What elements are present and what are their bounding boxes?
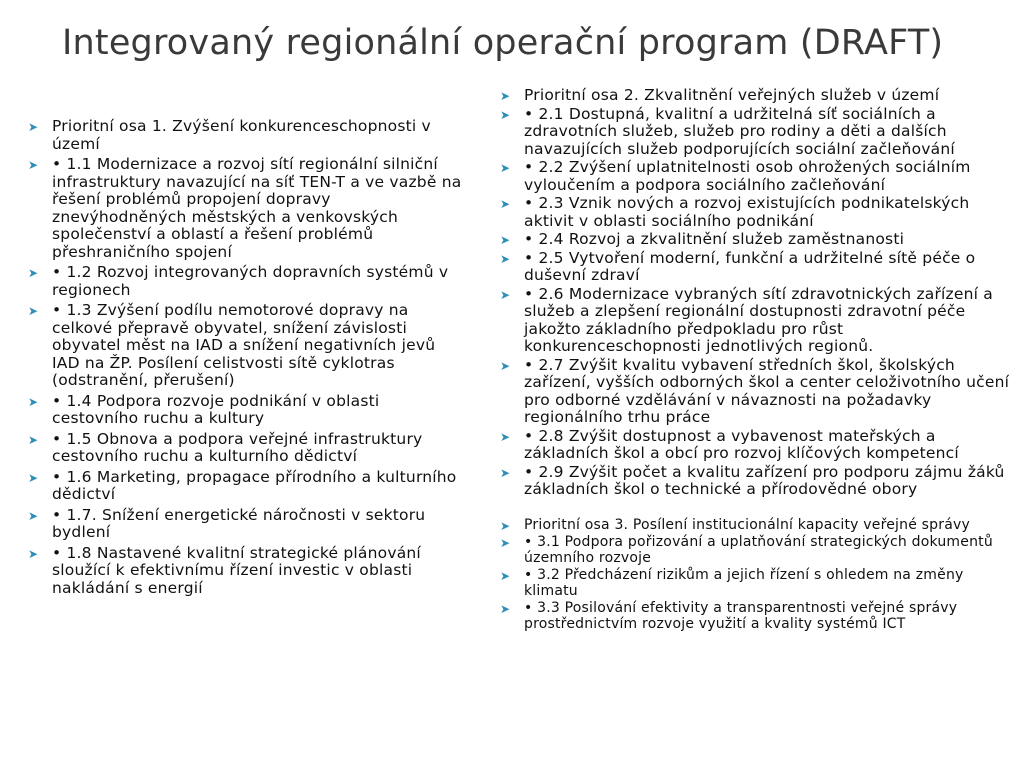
- list-item-text: • 1.8 Nastavené kvalitní strategické plánování sloužící k efektivnímu řízení investic v oblasti nakládání s energií: [52, 543, 421, 597]
- list-item-text: • 2.3 Vznik nových a rozvoj existujících podnikatelských aktivit v oblasti sociálního podnikání: [524, 194, 970, 230]
- arrow-bullet-icon: ➤: [500, 429, 511, 444]
- list-item-text: • 2.1 Dostupná, kvalitní a udržitelná síť sociálních a zdravotních služeb, služeb pro rodiny a děti a dalších navazujících služeb podporujících sociální začleňování: [524, 104, 955, 158]
- list-item: [28, 156, 463, 261]
- arrow-bullet-icon: ➤: [500, 518, 511, 533]
- arrow-bullet-icon: ➤: [500, 251, 511, 266]
- list-item-text: • 2.5 Vytvoření moderní, funkční a udržitelné sítě péče o duševní zdraví: [524, 248, 976, 284]
- list-item: [500, 286, 1015, 356]
- list-item: [28, 469, 463, 504]
- arrow-bullet-icon: ➤: [500, 107, 511, 122]
- left-column: [28, 118, 463, 600]
- arrow-bullet-icon: ➤: [28, 432, 39, 447]
- list-item-text: Prioritní osa 3. Posílení institucionální kapacity veřejné správy: [524, 516, 970, 533]
- list-item-text: • 2.6 Modernizace vybraných sítí zdravotnických zařízení a služeb a zlepšení regionální dostupnosti zdravotní péče jakožto základního předpokladu pro růst konkurenceschopnosti jednotlivých regionů.: [524, 284, 993, 355]
- list-item-text: Prioritní osa 2. Zkvalitnění veřejných služeb v území: [524, 86, 940, 104]
- list-item: [500, 464, 1015, 499]
- arrow-bullet-icon: ➤: [28, 304, 39, 318]
- arrow-bullet-icon: ➤: [28, 266, 39, 280]
- list-item: [28, 431, 463, 466]
- arrow-bullet-icon: ➤: [500, 287, 511, 302]
- arrow-bullet-icon: ➤: [500, 358, 511, 373]
- list-item: [500, 106, 1015, 159]
- list-item-text: • 3.2 Předcházení rizikům a jejich řízení s ohledem na změny klimatu: [524, 566, 964, 599]
- list-item-text: • 1.7. Snížení energetické náročnosti v sektoru bydlení: [52, 505, 426, 541]
- list-item-text: • 2.9 Zvýšit počet a kvalitu zařízení pro podporu zájmu žáků základních škol o technické a přírodovědné obory: [524, 462, 1005, 498]
- list-item: [500, 534, 1015, 566]
- list-item-text: • 1.4 Podpora rozvoje podnikání v oblasti cestovního ruchu a kultury: [52, 391, 380, 427]
- list-item: [28, 393, 463, 428]
- list-item: [500, 357, 1015, 427]
- list-item: [500, 600, 1015, 632]
- slide-title: Integrovaný regionální operační program (DRAFT): [62, 23, 944, 63]
- arrow-bullet-icon: ➤: [28, 120, 39, 134]
- list-item: [500, 517, 1015, 533]
- list-item-text: • 3.1 Podpora pořizování a uplatňování strategických dokumentů územního rozvoje: [524, 533, 993, 566]
- arrow-bullet-icon: ➤: [500, 568, 511, 583]
- list-item: [500, 231, 1015, 249]
- list-item: [500, 428, 1015, 463]
- arrow-bullet-icon: ➤: [28, 508, 39, 523]
- arrow-bullet-icon: ➤: [500, 161, 511, 175]
- arrow-bullet-icon: ➤: [500, 535, 511, 550]
- list-item: [500, 195, 1015, 230]
- list-item-text: • 1.3 Zvýšení podílu nemotorové dopravy na celkové přepravě obyvatel, snížení závislosti obyvatel měst na IAD a snížení negativních jevů IAD na ŽP. Posílení celistvosti sítě cyklotras (odstranění, přerušení): [52, 301, 436, 389]
- right-column: [500, 87, 1015, 633]
- list-item: [28, 118, 463, 153]
- list-item-text: • 2.8 Zvýšit dostupnost a vybavenost mateřských a základních škol a obcí pro rozvoj klíčových kompetencí: [524, 426, 959, 462]
- list-item-text: • 1.5 Obnova a podpora veřejné infrastruktury cestovního ruchu a kulturního dědictví: [52, 429, 423, 465]
- arrow-bullet-icon: ➤: [500, 89, 511, 103]
- arrow-bullet-icon: ➤: [28, 158, 39, 172]
- list-item-text: Prioritní osa 1. Zvýšení konkurenceschopnosti v území: [52, 117, 431, 153]
- list-item-text: • 2.2 Zvýšení uplatnitelnosti osob ohrožených sociálním vyloučením a podpora sociálního začleňování: [524, 158, 971, 194]
- list-item: [500, 567, 1015, 599]
- list-item: [500, 159, 1015, 194]
- arrow-bullet-icon: ➤: [500, 197, 511, 211]
- arrow-bullet-icon: ➤: [500, 465, 511, 480]
- arrow-bullet-icon: ➤: [28, 394, 39, 409]
- arrow-bullet-icon: ➤: [500, 601, 511, 616]
- list-item: [28, 545, 463, 598]
- arrow-bullet-icon: ➤: [28, 470, 39, 485]
- list-item: [500, 87, 1015, 105]
- arrow-bullet-icon: ➤: [500, 233, 511, 247]
- list-item-text: • 1.6 Marketing, propagace přírodního a kulturního dědictví: [52, 467, 457, 503]
- list-item: [28, 302, 463, 390]
- list-item: [28, 507, 463, 542]
- list-item-text: • 1.1 Modernizace a rozvoj sítí regionální silniční infrastruktury navazující na síť TEN-T a ve vazbě na řešení problémů propojení dopravy znevýhodněných městských a venkovských společenství a oblastí a řešení problémů přeshraničního spojení: [52, 155, 462, 261]
- arrow-bullet-icon: ➤: [28, 546, 39, 561]
- list-item-text: • 2.4 Rozvoj a zkvalitnění služeb zaměstnanosti: [524, 230, 905, 248]
- list-item-text: • 1.2 Rozvoj integrovaných dopravních systémů v regionech: [52, 263, 449, 299]
- list-item-text: • 2.7 Zvýšit kvalitu vybavení středních škol, školských zařízení, vyšších odborných škol a center celoživotního učení pro odborné vzdělávání v návaznosti na požadavky regionálního trhu práce: [524, 355, 1010, 426]
- list-item: [28, 264, 463, 299]
- list-item: [500, 250, 1015, 285]
- list-item-text: • 3.3 Posilování efektivity a transparentnosti veřejné správy prostřednictvím rozvoje využití a kvality systémů ICT: [524, 599, 958, 632]
